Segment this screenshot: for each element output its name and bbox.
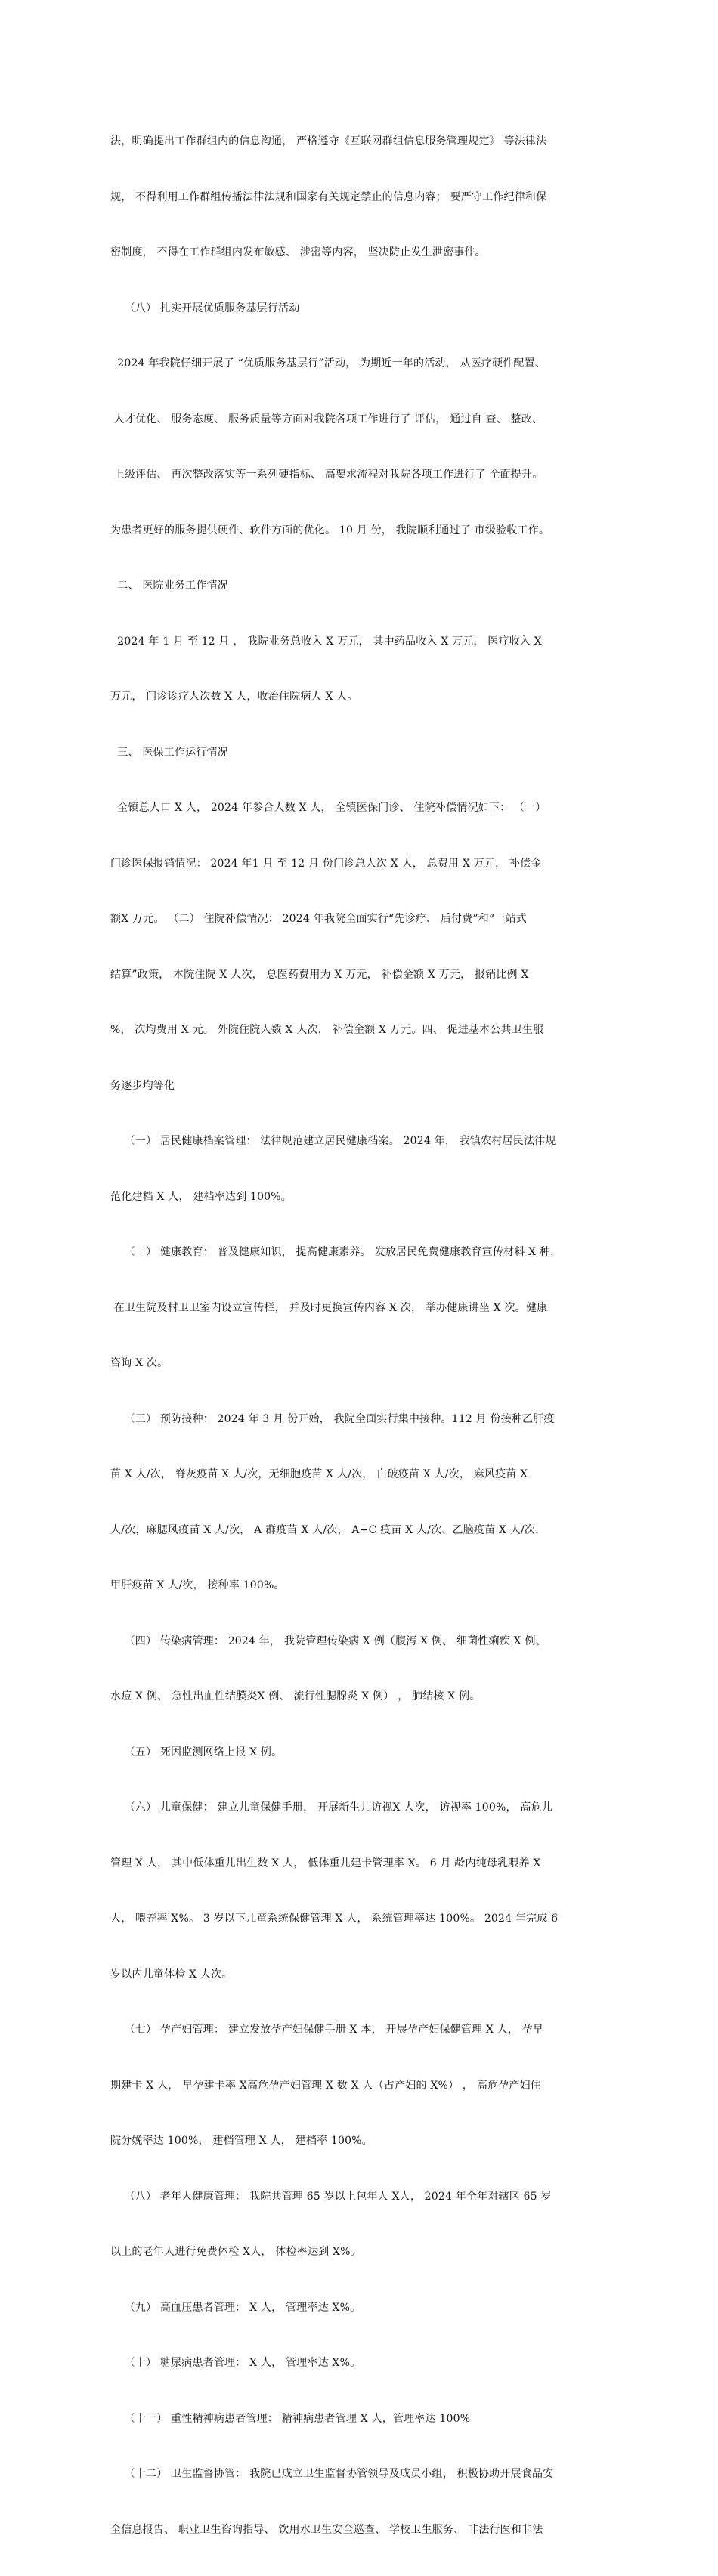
document-body	[110, 95, 615, 2576]
text-line: 规， 不得利用工作群组传播法律法规和国家有关规定禁止的信息内容； 要严守工作纪律和保	[110, 190, 547, 203]
text-line: （三） 预防接种： 2024 年 3 月 份开始， 我院全面实行集中接种。112 月 份接种乙肝疫	[110, 1412, 555, 1425]
text-line: （七） 孕产妇管理： 建立发放孕产妇保健手册 X 本， 开展孕产妇保健管理 X 人， 孕早	[110, 2024, 544, 2036]
section-heading: （八） 扎实开展优质服务基层行活动	[110, 302, 300, 314]
text-line: 万元， 门诊诊疗人次数 X 人，收治住院病人 X 人。	[110, 691, 358, 703]
text-line: 期建卡 X 人， 早孕建卡率 X高危孕产妇管理 X 数 X 人（占产妇的 X%） ， 高危孕产妇住	[110, 2079, 541, 2092]
section-heading: 三、 医保工作运行情况	[110, 746, 228, 759]
text-line: （五） 死因监测网络上报 X 例。	[110, 1746, 283, 1758]
text-line: 2024 年我院仔细开展了 “优质服务基层行”活动， 为期近一年的活动， 从医疗硬件配置、	[110, 357, 546, 370]
text-line: （六） 儿童保健： 建立儿童保健手册， 开展新生儿访视X 人次， 访视率 100%， 高危儿	[110, 1801, 552, 1814]
text-line: %， 次均费用 X 元。 外院住院人数 X 人次， 补偿金额 X 万元。四、 促进基本公共卫生服	[110, 1024, 544, 1036]
text-line: 上级评估、 再次整改落实等一系列硬指标、 高要求流程对我院各项工作进行了 全面提升。	[110, 469, 543, 481]
text-line: 苗 X 人/次， 脊灰疫苗 X 人/次，无细胞疫苗 X 人/次， 白破疫苗 X 人/次， 麻风疫苗 X	[110, 1468, 528, 1480]
text-line: 为患者更好的服务提供硬件、软件方面的优化。 10 月 份， 我院顺利通过了 市级验收工作。	[110, 524, 550, 537]
section-heading: 二、 医院业务工作情况	[110, 580, 228, 592]
text-line: 结算”政策， 本院住院 X 人次， 总医药费用为 X 万元， 补偿金额 X 万元， 报销比例 X	[110, 968, 529, 981]
text-line: 以上的老年人进行免费体检 X人， 体检率达到 X%。	[110, 2246, 361, 2258]
text-line: 2024 年 1 月 至 12 月 ， 我院业务总收入 X 万元， 其中药品收入 X 万元， 医疗收入 X	[110, 635, 542, 648]
text-line: （二） 健康教育： 普及健康知识， 提高健康素养。 发放居民免费健康教育宣传材料 X 种，	[110, 1246, 562, 1258]
text-line: 务逐步均等化	[110, 1079, 175, 1092]
text-line: （八） 老年人健康管理： 我院共管理 65 岁以上包年人 X人， 2024 年全年对辖区 65 岁	[110, 2190, 552, 2203]
text-line: （九） 高血压患者管理： X 人， 管理率达 X%。	[110, 2301, 361, 2314]
text-line: （十二） 卫生监督协管： 我院已成立卫生监督协管领导及成员小组， 积极协助开展食品安	[110, 2468, 554, 2480]
text-line: 密制度， 不得在工作群组内发布敏感、 涉密等内容， 坚决防止发生泄密事件。	[110, 246, 486, 258]
text-line: 额X 万元。 （二） 住院补偿情况： 2024 年我院全面实行“先诊疗、 后付费”和“一站式	[110, 913, 527, 925]
text-line: （一） 居民健康档案管理： 法律规范建立居民健康档案。 2024 年， 我镇农村居民法律规	[110, 1135, 556, 1147]
text-line: 水痘 X 例、 急性出血性结膜炎X 例、 流行性腮腺炎 X 例） ， 肺结核 X 例。	[110, 1690, 481, 1702]
text-line: 全信息报告、 职业卫生咨询指导、 饮用水卫生安全巡查、 学校卫生服务、 非法行医和非法	[110, 2523, 543, 2536]
text-line: 门诊医保报销情况： 2024 年1 月 至 12 月 份门诊总人次 X 人， 总费用 X 万元， 补偿金	[110, 857, 542, 870]
text-line: （四） 传染病管理： 2024 年， 我院管理传染病 X 例（腹泻 X 例、 细菌性痢疾 X 例、	[110, 1634, 546, 1647]
text-line: 管理 X 人， 其中低体重儿出生数 X 人， 低体重儿建卡管理率 X。 6 月 龄内纯母乳喂养 X	[110, 1857, 541, 1869]
text-line: （十一） 重性精神病患者管理： 精神病患者管理 X 人，管理率达 100%	[110, 2412, 471, 2425]
text-line: 咨询 X 次。	[110, 1357, 169, 1369]
text-line: 甲肝疫苗 X 人/次， 接种率 100%。	[110, 1579, 285, 1591]
text-line: 岁以内儿童体检 X 人次。	[110, 1968, 233, 1981]
text-line: 全镇总人口 X 人， 2024 年参合人数 X 人， 全镇医保门诊、 住院补偿情况如下： （一）	[110, 802, 546, 814]
text-line: 院分娩率达 100%， 建档管理 X 人， 建档率 100%。	[110, 2135, 373, 2147]
text-line: 人才优化、 服务态度、 服务质量等方面对我院各项工作进行了 评估， 通过自 查、 整改、	[110, 413, 543, 425]
text-line: 人/次，麻腮风疫苗 X 人/次， A 群疫苗 X 人/次， A+C 疫苗 X 人/次、乙脑疫苗 X 人/次，	[110, 1523, 546, 1536]
text-line: 法，明确提出工作群组内的信息沟通， 严格遵守《互联网群组信息服务管理规定》 等法律法	[110, 135, 547, 147]
text-line: （十） 糖尿病患者管理： X 人， 管理率达 X%。	[110, 2357, 361, 2369]
text-line: 范化建档 X 人， 建档率达到 100%。	[110, 1190, 292, 1203]
text-line: 在卫生院及村卫卫室内设立宣传栏， 并及时更换宣传内容 X 次， 举办健康讲坐 X 次。健康	[110, 1301, 548, 1314]
text-line: 人， 喂养率 X%。 3 岁以下儿童系统保健管理 X 人， 系统管理率达 100%。 2024 年完成 6	[110, 1913, 559, 1925]
